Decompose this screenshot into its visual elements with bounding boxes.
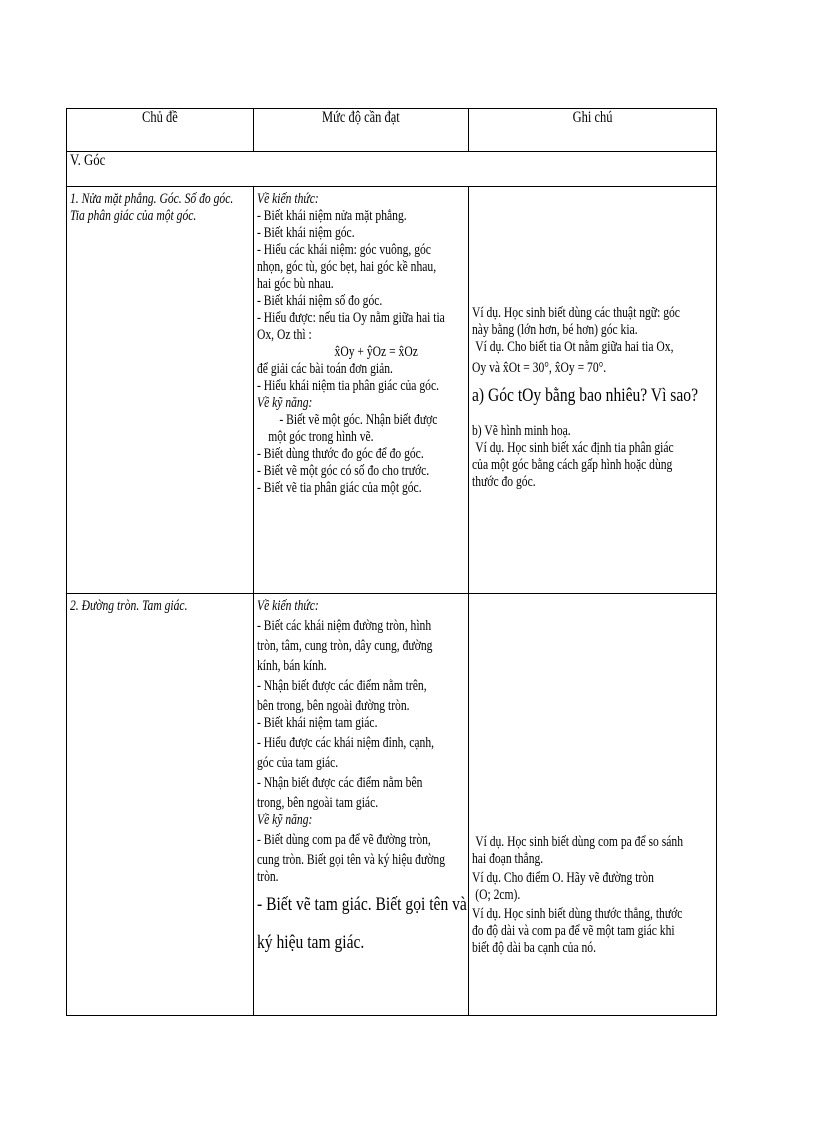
note-line: này bằng (lớn hơn, bé hơn) góc kia. <box>472 322 638 338</box>
table-row <box>67 594 717 1016</box>
requirement-line: tròn. <box>257 869 279 885</box>
requirement-line: - Hiểu khái niệm tia phân giác của góc. <box>257 378 439 394</box>
requirement-line: - Nhận biết được các điểm nằm trên, <box>257 678 427 694</box>
table-row <box>67 187 717 594</box>
topic-line: 1. Nửa mặt phẳng. Góc. Số đo góc. <box>70 191 234 207</box>
note-line: biết độ dài ba cạnh của nó. <box>472 940 597 956</box>
note-line: Ví dụ. Học sinh biết xác định tia phân giác <box>475 440 674 456</box>
requirement-line: - Biết các khái niệm đường tròn, hình <box>257 618 432 634</box>
note-question-a: a) Góc tOy bằng bao nhiêu? Vì sao? <box>472 385 698 406</box>
topic-cell <box>67 187 254 594</box>
requirement-line: bên trong, bên ngoài đường tròn. <box>257 698 410 714</box>
requirement-line: - Nhận biết được các điểm nằm bên <box>257 775 423 791</box>
note-line: Ví dụ. Học sinh biết dùng com pa để so sánh <box>475 834 684 850</box>
note-line: thước đo góc. <box>472 474 536 490</box>
requirement-line: để giải các bài toán đơn giản. <box>257 361 393 377</box>
header-requirements: Mức độ cần đạt <box>254 109 469 152</box>
topic-line: Tia phân giác của một góc. <box>70 208 197 224</box>
note-line: Ví dụ. Học sinh biết dùng thước thẳng, thước <box>472 906 683 922</box>
requirement-large-line: - Biết vẽ tam giác. Biết gọi tên và <box>257 894 467 915</box>
header-row <box>67 109 717 152</box>
requirement-line: - Biết khái niệm tam giác. <box>257 715 378 731</box>
requirement-line: góc của tam giác. <box>257 755 339 771</box>
requirement-line: - Biết vẽ một góc có số đo cho trước. <box>257 463 430 479</box>
note-line: đo độ dài và com pa để vẽ một tam giác khi <box>472 923 675 939</box>
note-line: b) Vẽ hình minh hoạ. <box>472 423 571 439</box>
requirement-line: - Biết dùng com pa để vẽ đường tròn, <box>257 832 431 848</box>
requirement-line: - Biết khái niệm nửa mặt phẳng. <box>257 208 407 224</box>
section-row <box>67 152 717 187</box>
requirement-line: - Hiểu được các khái niệm đỉnh, cạnh, <box>257 735 435 751</box>
requirements-cell <box>254 187 469 594</box>
requirement-line: Ox, Oz thì : <box>257 327 312 343</box>
header-notes: Ghi chú <box>469 109 717 152</box>
requirement-large-line: ký hiệu tam giác. <box>257 932 365 953</box>
header-topic: Chủ đề <box>67 109 254 152</box>
requirement-line: nhọn, góc tù, góc bẹt, hai góc kề nhau, <box>257 259 437 275</box>
requirement-line: một góc trong hình vẽ. <box>268 429 374 445</box>
requirement-line: trong, bên ngoài tam giác. <box>257 795 379 811</box>
note-line: (O; 2cm). <box>475 887 521 903</box>
note-line: Ví dụ. Cho điểm O. Hãy vẽ đường tròn <box>472 870 654 886</box>
topic-cell <box>67 594 254 1016</box>
section-title: V. Góc <box>67 152 717 187</box>
requirement-line: kính, bán kính. <box>257 658 327 674</box>
note-line: Oy và x̂Ot = 30°, x̂Oy = 70°. <box>472 360 607 376</box>
requirement-line: cung tròn. Biết gọi tên và ký hiệu đường <box>257 852 446 868</box>
note-line: Ví dụ. Cho biết tia Ot nằm giữa hai tia Ox, <box>475 339 674 355</box>
requirement-line: - Hiểu được: nếu tia Oy nằm giữa hai tia <box>257 310 445 326</box>
requirement-line: hai góc bù nhau. <box>257 276 334 292</box>
heading-knowledge: Về kiến thức: <box>257 598 319 614</box>
requirement-line: - Hiểu các khái niệm: góc vuông, góc <box>257 242 431 258</box>
requirement-line: - Biết khái niệm số đo góc. <box>257 293 383 309</box>
topic-line: 2. Đường tròn. Tam giác. <box>70 598 188 614</box>
heading-skills: Về kỹ năng: <box>257 395 313 411</box>
angle-formula: x̂Oy + ŷOz = x̂Oz <box>334 344 418 360</box>
heading-knowledge: Về kiến thức: <box>257 191 319 207</box>
requirement-line: - Biết khái niệm góc. <box>257 225 355 241</box>
note-line: hai đoạn thẳng. <box>472 851 544 867</box>
requirement-line: - Biết vẽ tia phân giác của một góc. <box>257 480 422 496</box>
curriculum-table <box>66 108 717 1016</box>
requirement-line: tròn, tâm, cung tròn, dây cung, đường <box>257 638 433 654</box>
requirement-line: - Biết vẽ một góc. Nhận biết được <box>279 412 438 428</box>
requirement-line: - Biết dùng thước đo góc để đo góc. <box>257 446 424 462</box>
notes-cell <box>469 594 717 1016</box>
note-line: của một góc bằng cách gấp hình hoặc dùng <box>472 457 673 473</box>
requirements-cell <box>254 594 469 1016</box>
heading-skills: Về kỹ năng: <box>257 812 313 828</box>
note-line: Ví dụ. Học sinh biết dùng các thuật ngữ: góc <box>472 305 680 321</box>
notes-cell <box>469 187 717 594</box>
